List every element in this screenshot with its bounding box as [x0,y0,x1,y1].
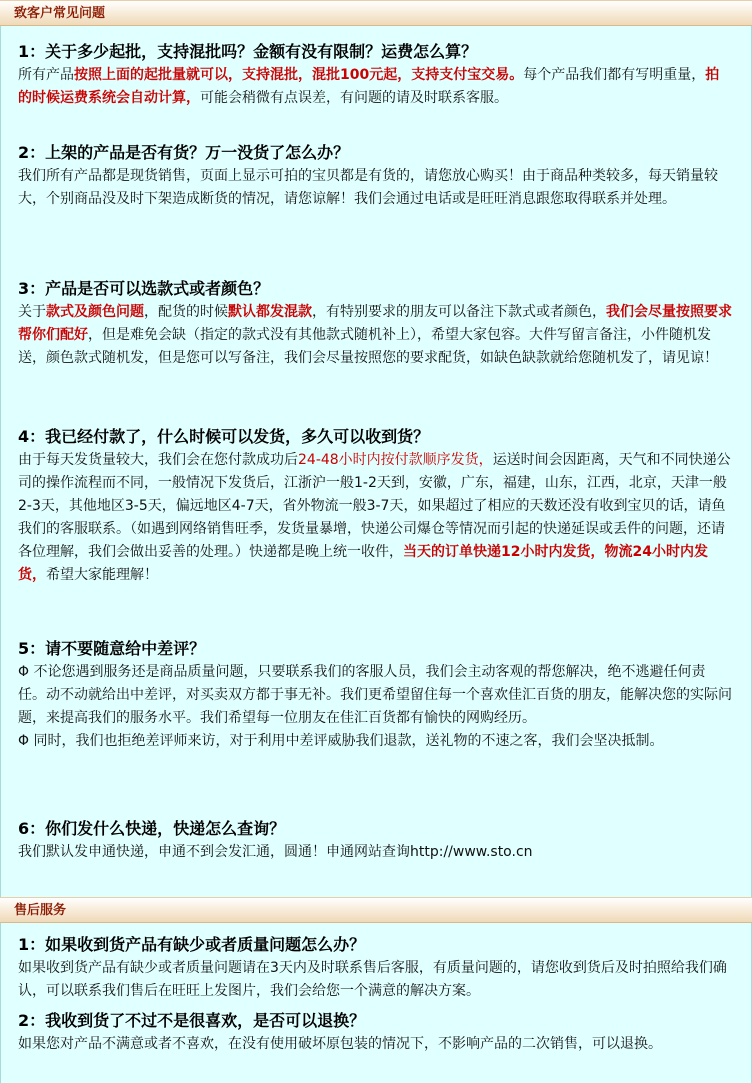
answer-highlight: 当天的订单快递12小时内发货，物流24小时内发货， [18,544,708,583]
faq-item-2 [1,121,751,259]
after-sales-item-1 [1,933,751,1009]
faq-item-6 [1,797,751,897]
faq-question: 5：请不要随意给中差评？ [18,639,206,658]
faq-item-5 [1,615,751,797]
answer-highlight: 我们会尽量按照要求帮你们配好 [18,304,732,343]
faq-answer: 我们默认发申通快递，申通不到会发汇通，圆通！申通网站查询http://www.sto.cn [18,844,533,860]
answer-text: ，有特别要求的朋友可以备注下款式或者颜色， [312,304,606,320]
answer-text: 关于 [18,304,46,320]
answer-text: ，配货的时候 [144,304,228,320]
answer-text: 运送时间会因距离，天气和不同快递公司的操作流程而不同，一般情况下发货后，江浙沪一般1-2天到，安徽，广东，福建，山东，江西，北京，天津一般2-3天，其他地区3-5天，偏远地区4-7天，省外物流一般3-7天，如果超过了相应的天数还没有收到宝贝的话，请鱼我们的客服联系。（如遇到网络销售旺季，发货量暴增，快递公司爆仓等情况而引起的快递延误或丢件的问题，还请各位理解，我们会做出妥善的处理。）快递都是晚上统一收件， [18,452,731,560]
answer-text: 可能会稍微有点误差，有问题的请及时联系客服。 [200,90,508,106]
faq-item-4 [1,407,751,615]
answer-text: 由于每天发货量较大，我们会在您付款成功后 [18,452,298,468]
faq-answer [18,449,733,587]
faq-answer: 我们所有产品都是现货销售，页面上显示可拍的宝贝都是有货的，请您放心购买！由于商品种类较多，每天销量较大，个别商品没及时下架造成断货的情况，请您谅解！我们会通过电话或是旺旺消息跟您取得联系并处理。 [18,168,718,207]
faq-answer [18,301,733,370]
after-sales-section-header: 售后服务 [0,897,752,923]
faq-question: 3：产品是否可以选款式或者颜色？ [18,279,270,298]
faq-answer-part-1: Φ 不论您遇到服务还是商品质量问题，只要联系我们的客服人员，我们会主动客观的帮您解决，绝不逃避任何责任。动不动就给出中差评，对买卖双方都于事无补。我们更希望留住每一个喜欢佳汇百货的朋友，能解决您的实际问题，来提高我们的服务水平。我们希望每一位朋友在佳汇百货都有愉快的网购经历。 [18,664,732,726]
faq-answer-part-2: Φ 同时，我们也拒绝差评师来访，对于利用中差评威胁我们退款，送礼物的不速之客，我们会坚决抵制。 [18,733,664,749]
answer-highlight: 拍的时候运费系统会自动计算， [18,67,720,106]
faq-question: 2：上架的产品是否有货？万一没货了怎么办？ [18,143,350,162]
faq-section-body [0,26,752,897]
after-sales-question: 1：如果收到货产品有缺少或者质量问题怎么办？ [18,935,366,954]
answer-highlight: 款式及颜色问题 [46,304,144,320]
answer-highlight: 按照上面的起批量就可以，支持混批，混批100元起，支持支付宝交易。 [74,67,524,83]
faq-question: 6：你们发什么快递，快递怎么查询？ [18,819,286,838]
faq-section-header: 致客户常见问题 [0,0,752,26]
faq-item-3 [1,259,751,407]
after-sales-section-body [0,923,752,1083]
answer-text: ，但是难免会缺（指定的款式没有其他款式随机补上），希望大家包容。大件写留言备注，小件随机发送，颜色款式随机发，但是您可以写备注，我们会尽量按照您的要求配货，如缺色缺款就给您随机发了，请见谅！ [18,327,718,366]
answer-text: 每个产品我们都有写明重量， [523,67,706,83]
faq-question: 4：我已经付款了，什么时候可以发货，多久可以收到货？ [18,427,430,446]
faq-question: 1：关于多少起批，支持混批吗？金额有没有限制？运费怎么算？ [18,42,478,61]
after-sales-item-2 [1,1009,751,1056]
answer-text: 所有产品 [18,67,74,83]
answer-highlight: 24-48小时内按付款顺序发货， [298,452,493,468]
after-sales-question: 2：我收到货了不过不是很喜欢，是否可以退换？ [18,1011,366,1030]
answer-highlight: 默认都发混款 [228,304,312,320]
faq-answer [18,64,733,110]
faq-item-1 [1,40,751,121]
after-sales-answer: 如果收到货产品有缺少或者质量问题请在3天内及时联系售后客服，有质量问题的，请您收到货后及时拍照给我们确认，可以联系我们售后在旺旺上发图片，我们会给您一个满意的解决方案。 [18,960,727,999]
answer-text: 希望大家能理解！ [46,567,158,583]
after-sales-answer: 如果您对产品不满意或者不喜欢，在没有使用破坏原包装的情况下，不影响产品的二次销售，可以退换。 [18,1036,662,1052]
